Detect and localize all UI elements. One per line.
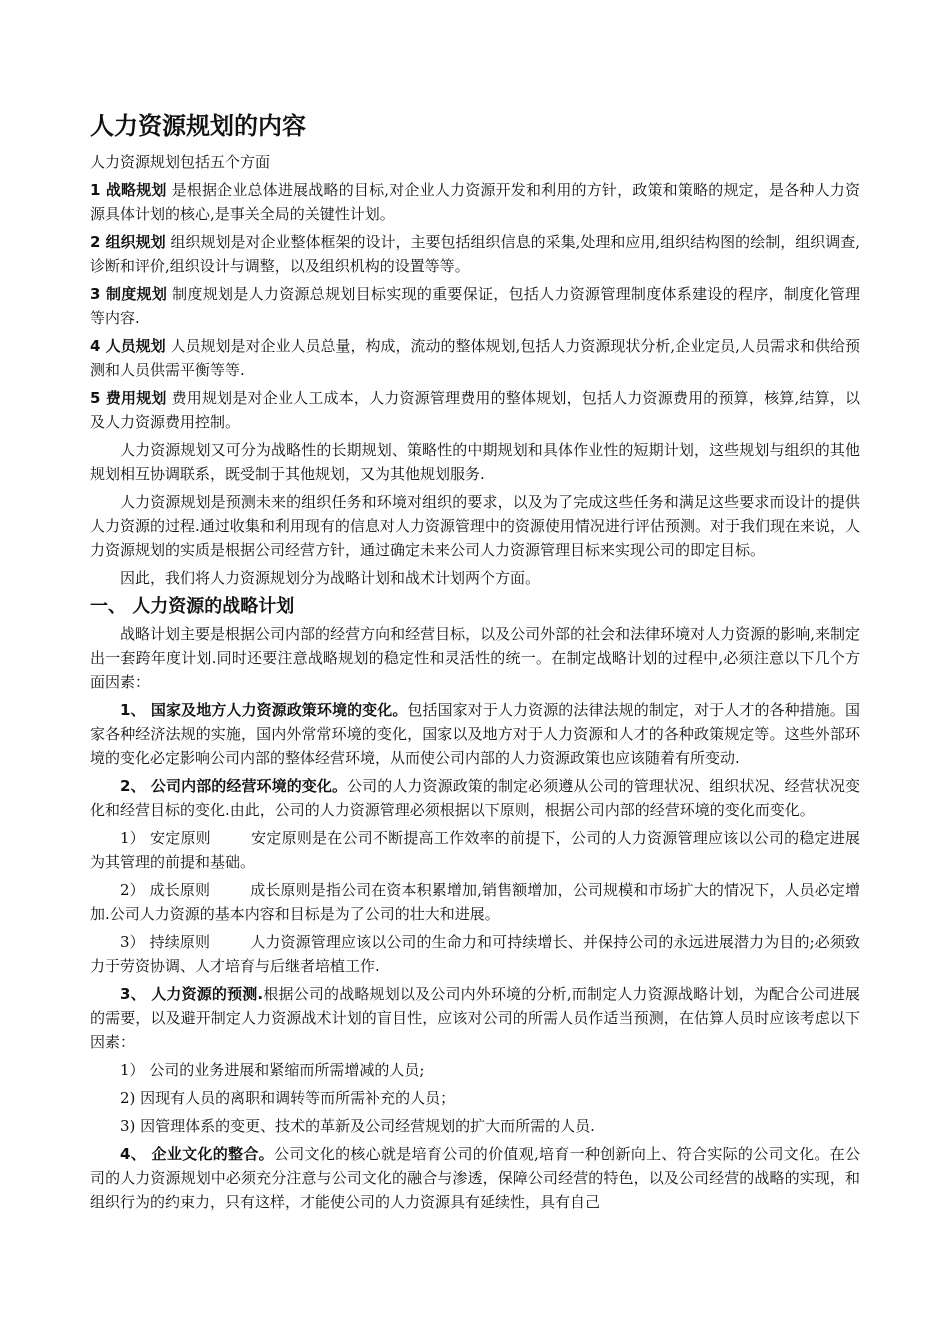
item-label: 5 费用规划 (90, 389, 167, 407)
item-text: 是根据企业总体进展战略的目标,对企业人力资源开发和利用的方针，政策和策略的规定，是各种人力资源具体计划的核心,是事关全局的关键性计划。 (90, 181, 860, 223)
factor-text: 公司文化的核心就是培育公司的价值观,培育一种创新向上、符合实际的公司文化。在公司的人力资源规划中必须充分注意与公司文化的融合与渗透，保障公司经营的特色，以及公司经营的战略的实现，和组织行为的约束力，只有这样，才能使公司的人力资源具有延续性，具有自己 (90, 1145, 860, 1211)
principle-stability (90, 826, 860, 874)
item-system (90, 282, 860, 330)
factor-label: 4、 企业文化的整合。 (120, 1145, 274, 1163)
factor-culture (90, 1142, 860, 1214)
item-text: 组织规划是对企业整体框架的设计，主要包括组织信息的采集,处理和应用,组织结构图的绘制，组织调查,诊断和评价,组织设计与调整，以及组织机构的设置等等。 (90, 233, 860, 275)
principle-label: 2） 成长原则 (120, 881, 211, 899)
factor-text: 公司的人力资源政策的制定必须遵从公司的管理状况、组织状况、经营状况变化和经营目标的变化.由此，公司的人力资源管理必须根据以下原则，根据公司内部的经营环境的变化而变化。 (90, 777, 860, 819)
principle-text: 成长原则是指公司在资本积累增加,销售额增加，公司规模和市场扩大的情况下，人员必定增加.公司人力资源的基本内容和目标是为了公司的壮大和进展。 (90, 881, 861, 923)
document-page (90, 110, 860, 1218)
factor-label: 2、 公司内部的经营环境的变化。 (120, 777, 348, 795)
factor-policy (90, 698, 860, 770)
principle-label: 1） 安定原则 (120, 829, 211, 847)
principle-text: 人力资源管理应该以公司的生命力和可持续增长、并保持公司的永远进展潜力为目的;必须致力于劳资协调、人才培育与后继者培植工作. (90, 933, 861, 975)
list-item: 3) 因管理体系的变更、技术的革新及公司经营规划的扩大而所需的人员. (120, 1117, 595, 1135)
paragraph-4: 战略计划主要是根据公司内部的经营方向和经营目标，以及公司外部的社会和法律环境对人力资源的影响,来制定出一套跨年度计划.同时还要注意战略规划的稳定性和灵活性的统一。在制定战略计划的过程中,必须注意以下几个方面因素： (90, 625, 860, 691)
principle-text: 安定原则是在公司不断提高工作效率的前提下，公司的人力资源管理应该以公司的稳定进展为其管理的前提和基础。 (90, 829, 860, 871)
item-strategy (90, 178, 860, 226)
factor-forecast (90, 982, 860, 1054)
principle-growth (90, 878, 860, 926)
principle-sustain (90, 930, 860, 978)
paragraph-3: 因此，我们将人力资源规划分为战略计划和战术计划两个方面。 (120, 569, 541, 587)
item-text: 费用规划是对企业人工成本，人力资源管理费用的整体规划，包括人力资源费用的预算，核算,结算，以及人力资源费用控制。 (90, 389, 860, 431)
factor-text: 根据公司的战略规划以及公司内外环境的分析,而制定人力资源战略计划，为配合公司进展的需要，以及避开制定人力资源战术计划的盲目性，应该对公司的所需人员作适当预测，在估算人员时应该考虑以下因素： (90, 985, 861, 1051)
item-cost (90, 386, 860, 434)
item-label: 2 组织规划 (90, 233, 166, 251)
paragraph-1: 人力资源规划又可分为战略性的长期规划、策略性的中期规划和具体作业性的短期计划，这些规划与组织的其他规划相互协调联系，既受制于其他规划，又为其他规划服务. (90, 441, 860, 483)
factor-text: 包括国家对于人力资源的法律法规的制定，对于人才的各种措施。国家各种经济法规的实施，国内外常常环境的变化，国家以及地方对于人力资源和人才的各种政策规定等。这些外部环境的变化必定影响公司内部的整体经营环境，从而使公司内部的人力资源政策也应该随着有所变动. (90, 701, 860, 767)
factor-environment (90, 774, 860, 822)
item-text: 制度规划是人力资源总规划目标实现的重要保证，包括人力资源管理制度体系建设的程序，制度化管理等内容. (90, 285, 860, 327)
list-item: 2) 因现有人员的离职和调转等而所需补充的人员； (120, 1089, 456, 1107)
intro-text: 人力资源规划包括五个方面 (90, 153, 271, 171)
item-text: 人员规划是对企业人员总量，构成，流动的整体规划,包括人力资源现状分析,企业定员,人员需求和供给预测和人员供需平衡等等. (90, 337, 860, 379)
principle-label: 3） 持续原则 (120, 933, 211, 951)
paragraph-2: 人力资源规划是预测未来的组织任务和环境对组织的要求，以及为了完成这些任务和满足这些要求而设计的提供人力资源的过程.通过收集和利用现有的信息对人力资源管理中的资源使用情况进行评估预测。对于我们现在来说，人力资源规划的实质是根据公司经营方针，通过确定未来公司人力资源管理目标来实现公司的即定目标。 (90, 493, 860, 559)
list-item: 1） 公司的业务进展和紧缩而所需增减的人员; (120, 1061, 425, 1079)
item-personnel (90, 334, 860, 382)
item-label: 1 战略规划 (90, 181, 167, 199)
page-title: 人力资源规划的内容 (90, 112, 306, 140)
factor-label: 3、 人力资源的预测. (120, 985, 264, 1003)
item-label: 4 人员规划 (90, 337, 166, 355)
section-heading: 一、 人力资源的战略计划 (90, 596, 295, 617)
item-label: 3 制度规划 (90, 285, 168, 303)
item-organization (90, 230, 860, 278)
factor-label: 1、 国家及地方人力资源政策环境的变化。 (120, 701, 408, 719)
